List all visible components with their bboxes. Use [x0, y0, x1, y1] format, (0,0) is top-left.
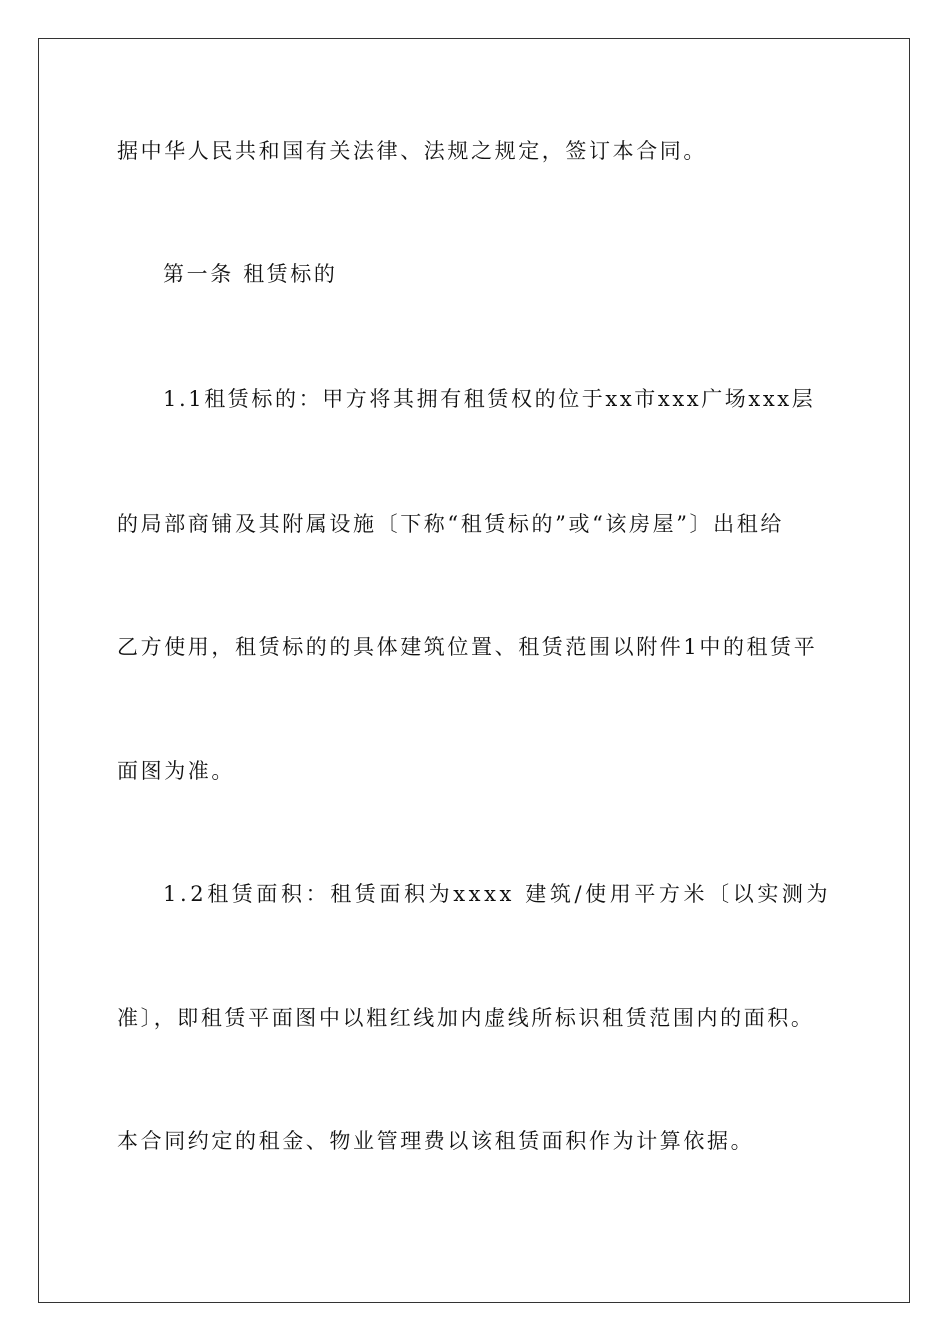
clause-1-2-line-1: 1.2租赁面积：租赁面积为xxxx 建筑/使用平方米〔以实测为	[163, 882, 832, 906]
text-line-1: 据中华人民共和国有关法律、法规之规定，签订本合同。	[117, 139, 707, 163]
page-border	[38, 38, 910, 1303]
clause-1-1-line-4: 面图为准。	[117, 759, 235, 783]
clause-1-1-line-3: 乙方使用，租赁标的的具体建筑位置、租赁范围以附件1中的租赁平	[117, 635, 818, 659]
clause-1-1-line-1: 1.1租赁标的：甲方将其拥有租赁权的位于xx市xxx广场xxx层	[163, 387, 816, 411]
article-heading: 第一条 租赁标的	[163, 262, 338, 286]
clause-1-2-line-2: 准〕，即租赁平面图中以粗红线加内虚线所标识租赁范围内的面积。	[117, 1006, 815, 1030]
clause-1-2-line-3: 本合同约定的租金、物业管理费以该租赁面积作为计算依据。	[117, 1129, 755, 1153]
clause-1-1-line-2: 的局部商铺及其附属设施〔下称“租赁标的”或“该房屋”〕出租给	[117, 512, 784, 536]
